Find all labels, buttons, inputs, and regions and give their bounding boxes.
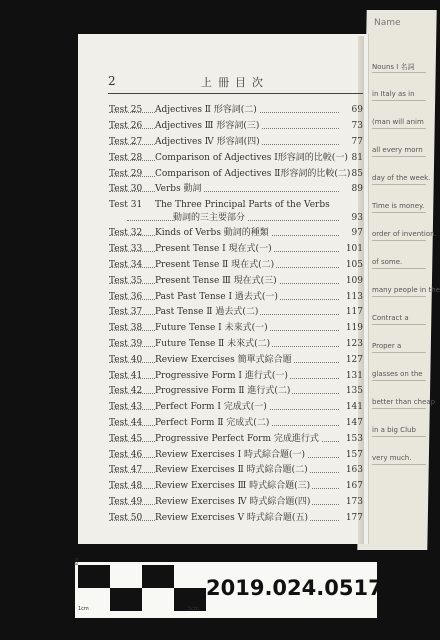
entry-page-number: 85 <box>351 169 363 179</box>
topic-title: Present Tense Ⅰ 現在式(一) <box>155 244 272 254</box>
right-page-rule <box>372 100 426 101</box>
right-page-line: Time is money. <box>372 202 425 210</box>
right-page-line: Nouns Ⅰ 名詞 <box>372 63 415 71</box>
right-page-rule <box>372 296 426 297</box>
topic-title: Past Tense Ⅱ 過去式(二) <box>155 307 259 317</box>
test-number: Test 25 <box>109 105 143 115</box>
topic-title: Review Exercises Ⅱ 時式綜合題(二) <box>155 465 308 475</box>
entry-page-number: 173 <box>345 497 363 507</box>
entry-page-number: 73 <box>351 121 363 131</box>
scale-square <box>78 565 110 588</box>
topic-title: Adjectives Ⅱ 形容詞(二) <box>155 105 257 115</box>
entry-page-number: 119 <box>345 323 363 333</box>
topic-title: Future Tense Ⅰ 未來式(一) <box>155 323 268 333</box>
right-page-line: glasses on the <box>372 370 423 378</box>
topic-title: Progressive Perfect Form 完成進行式 <box>155 434 319 444</box>
test-number: Test 31 <box>109 200 143 210</box>
right-page-rule <box>372 324 426 325</box>
scale-top-label: Top <box>74 557 80 566</box>
topic-title: Comparison of Adjectives Ⅱ形容詞的比較(二) <box>155 169 351 179</box>
entry-page-number: 177 <box>345 513 363 523</box>
test-number: Test 34 <box>109 260 143 270</box>
test-number: Test 41 <box>109 371 143 381</box>
page-title: 上冊目次 <box>201 76 269 89</box>
right-page-rule <box>372 464 426 465</box>
entry-page-number: 105 <box>345 260 363 270</box>
entry-page-number: 93 <box>351 213 363 223</box>
test-number: Test 44 <box>109 418 143 428</box>
header-rule <box>108 93 363 94</box>
entry-page-number: 123 <box>345 339 363 349</box>
topic-title: Perfect Form Ⅱ 完成式(二) <box>155 418 270 428</box>
entry-page-number: 81 <box>351 153 363 163</box>
right-page-line: better than cheap <box>372 398 436 406</box>
topic-title: Verbs 動詞 <box>155 184 202 194</box>
topic-title: Comparison of Adjectives Ⅰ形容詞的比較(一) <box>155 153 348 163</box>
entry-page-number: 109 <box>345 276 363 286</box>
entry-page-number: 113 <box>345 292 363 302</box>
scale-square <box>110 588 142 611</box>
topic-title: Review Exercises Ⅳ 時式綜合題(四) <box>155 497 311 507</box>
topic-title: Adjectives Ⅲ 形容詞(三) <box>155 121 260 131</box>
entry-page-number: 131 <box>345 371 363 381</box>
test-number: Test 47 <box>109 465 143 475</box>
test-number: Test 29 <box>109 169 143 179</box>
test-number: Test 46 <box>109 450 143 460</box>
test-number: Test 36 <box>109 292 143 302</box>
entry-page-number: 157 <box>345 450 363 460</box>
right-page-rule <box>372 212 426 213</box>
topic-title: The Three Principal Parts of the Verbs <box>155 200 330 210</box>
right-page-rule <box>372 380 426 381</box>
right-page-line: in a big Club <box>372 426 416 434</box>
test-number: Test 49 <box>109 497 143 507</box>
right-page-rule <box>372 128 426 129</box>
right-page-rule <box>372 268 426 269</box>
topic-title: 動詞的三主要部分 <box>173 213 246 223</box>
topic-title: Review Exercises Ⅲ 時式綜合題(三) <box>155 481 311 491</box>
test-number: Test 26 <box>109 121 143 131</box>
right-page-name-label: Name <box>374 18 401 28</box>
entry-page-number: 69 <box>351 105 363 115</box>
right-page-line: Proper a <box>372 342 402 350</box>
topic-title: Review Exercises Ⅴ 時式綜合題(五) <box>155 513 308 523</box>
topic-title: Progressive Form Ⅰ 進行式(一) <box>155 371 288 381</box>
test-number: Test 45 <box>109 434 143 444</box>
right-page-rule <box>372 72 426 73</box>
scale-checkerboard <box>78 565 206 612</box>
entry-page-number: 89 <box>351 184 363 194</box>
entry-page-number: 167 <box>345 481 363 491</box>
topic-title: Present Tense Ⅱ 現在式(二) <box>155 260 275 270</box>
test-number: Test 38 <box>109 323 143 333</box>
entry-page-number: 147 <box>345 418 363 428</box>
test-number: Test 37 <box>109 307 143 317</box>
topic-title: Future Tense Ⅱ 未來式(二) <box>155 339 271 349</box>
topic-title: Review Exercises 簡單式綜合題 <box>155 355 292 365</box>
entry-page-number: 101 <box>345 244 363 254</box>
right-page-line: Contract a <box>372 314 409 322</box>
topic-title: Review Exercises Ⅰ 時式綜合題(一) <box>155 450 306 460</box>
topic-title: Present Tense Ⅲ 現在式(三) <box>155 276 277 286</box>
entry-page-number: 153 <box>345 434 363 444</box>
test-number: Test 40 <box>109 355 143 365</box>
right-page-rule <box>372 240 426 241</box>
right-page-line: very much. <box>372 454 412 462</box>
test-number: Test 39 <box>109 339 143 349</box>
test-number: Test 48 <box>109 481 143 491</box>
test-number: Test 33 <box>109 244 143 254</box>
right-page-line: of some. <box>372 258 403 266</box>
test-number: Test 27 <box>109 137 143 147</box>
page-header <box>108 72 363 94</box>
entry-page-number: 141 <box>345 402 363 412</box>
test-number: Test 43 <box>109 402 143 412</box>
scale-1cm-label: 1cm <box>78 606 89 612</box>
entry-page-number: 77 <box>351 137 363 147</box>
topic-title: Progressive Form Ⅱ 進行式(二) <box>155 386 291 396</box>
entry-page-number: 127 <box>345 355 363 365</box>
right-page-rule <box>372 156 426 157</box>
right-page-rule <box>372 352 426 353</box>
right-page-rule <box>372 184 426 185</box>
test-number: Test 50 <box>109 513 143 523</box>
test-number: Test 28 <box>109 153 143 163</box>
test-number: Test 30 <box>109 184 143 194</box>
scale-5cm-label: 5cm <box>188 606 199 612</box>
test-number: Test 35 <box>109 276 143 286</box>
topic-title: Past Past Tense Ⅰ 過去式(一) <box>155 292 278 302</box>
topic-title: Kinds of Verbs 動詞的種類 <box>155 228 269 238</box>
test-number: Test 32 <box>109 228 143 238</box>
right-page-rule <box>372 408 426 409</box>
entry-page-number: 135 <box>345 386 363 396</box>
right-page-line: order of invention. <box>372 230 437 238</box>
scale-square <box>142 565 174 588</box>
page-number: 2 <box>108 74 116 88</box>
topic-title: Perfect Form Ⅰ 完成式(一) <box>155 402 267 412</box>
right-page-line: all every morn <box>372 146 423 154</box>
entry-page-number: 117 <box>345 307 363 317</box>
right-page-line: day of the week. <box>372 174 431 182</box>
right-page-line: many people in the <box>372 286 440 294</box>
test-number: Test 42 <box>109 386 143 396</box>
topic-title: Adjectives Ⅳ 形容詞(四) <box>155 137 260 147</box>
right-page-line: in Italy as in <box>372 90 415 98</box>
right-page-rule <box>372 436 426 437</box>
archive-id: 2019.024.0517 <box>206 576 383 600</box>
right-page-line: (man will anim <box>372 118 424 126</box>
entry-page-number: 163 <box>345 465 363 475</box>
entry-page-number: 97 <box>351 228 363 238</box>
